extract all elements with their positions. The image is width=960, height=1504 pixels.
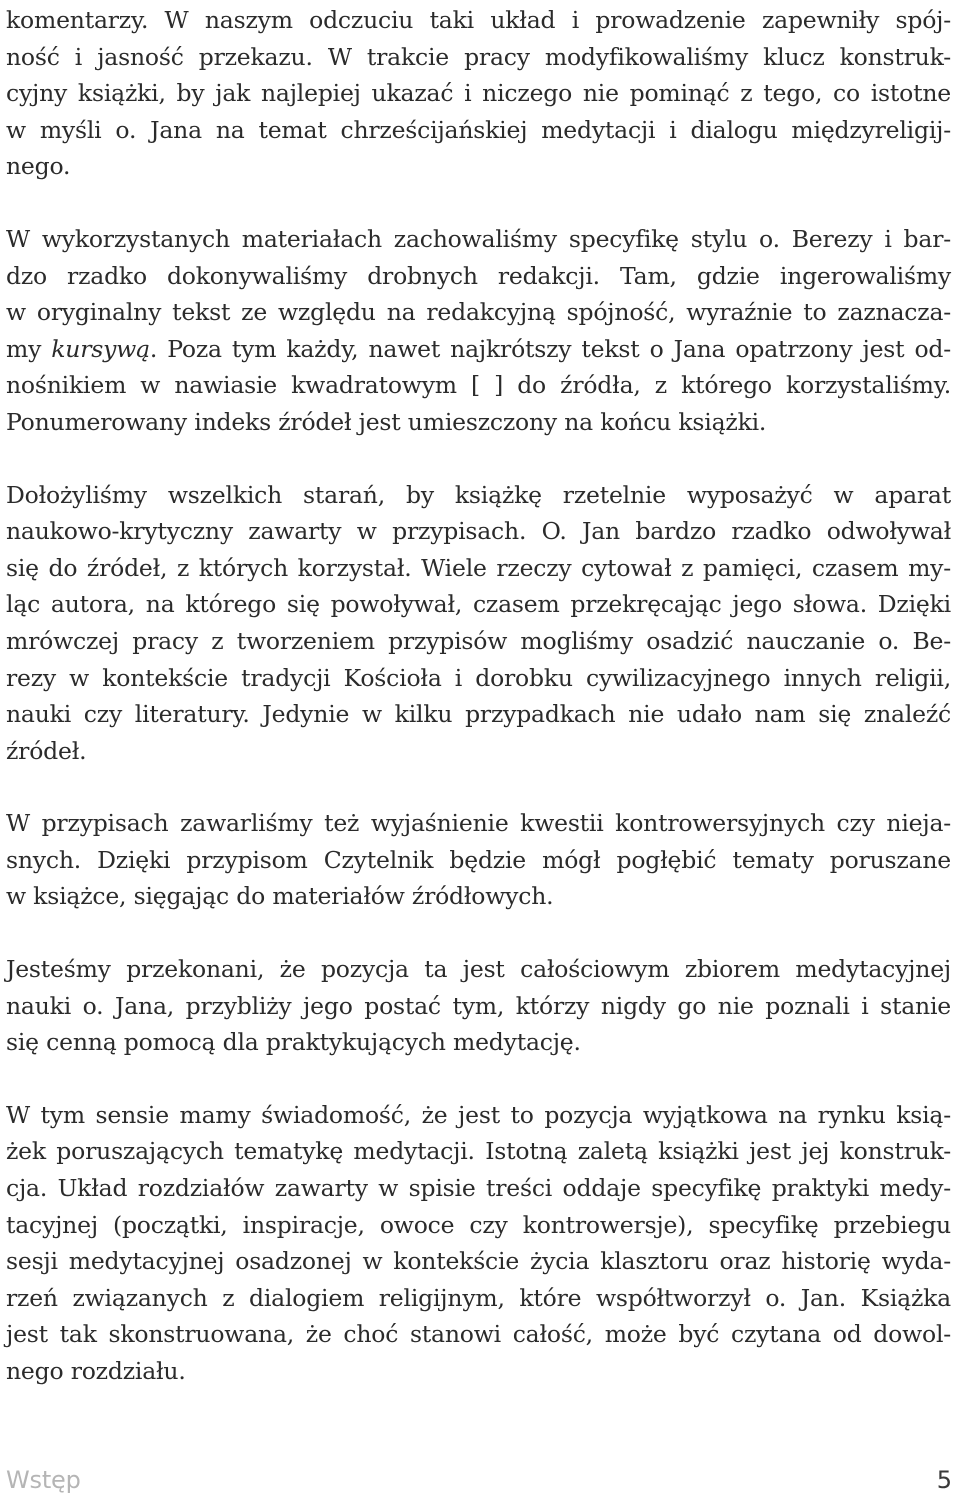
paragraph-1 bbox=[6, 2, 951, 185]
text-line: ląc autora, na którego się powoływał, czasem przekręcając jego słowa. Dzięki bbox=[6, 590, 951, 619]
body-text bbox=[6, 2, 951, 1390]
text-line: jest tak skonstruowana, że choć stanowi całość, może być czytana od dowol- bbox=[6, 1320, 951, 1349]
text-line: cja. Układ rozdziałów zawarty w spisie treści oddaje specyfikę praktyki medy- bbox=[6, 1174, 951, 1203]
paragraph-6 bbox=[6, 1097, 951, 1390]
text-line: nego rozdziału. bbox=[6, 1357, 186, 1385]
text-line: Dołożyliśmy wszelkich starań, by książkę rzetelnie wyposażyć w aparat bbox=[6, 480, 951, 509]
text-fragment: . Poza tym każdy, nawet najkrótszy tekst o Jana opatrzony jest od- bbox=[149, 334, 951, 363]
text-line: się cenną pomocą dla praktykujących medytację. bbox=[6, 1028, 581, 1057]
text-line: W przypisach zawarliśmy też wyjaśnienie kwestii kontrowersyjnych czy nieja- bbox=[6, 809, 951, 838]
text-line: W tym sensie mamy świadomość, że jest to pozycja wyjątkowa na rynku ksią- bbox=[6, 1100, 951, 1129]
text-line bbox=[6, 367, 951, 404]
text-line: mrówczej pracy z tworzeniem przypisów mogliśmy osadzić nauczanie o. Be- bbox=[6, 626, 951, 655]
text-fragment: śnikiem w nawiasie kwadratowym [ ] do źródła, z którego korzystaliśmy. bbox=[34, 371, 951, 400]
text-line: źródeł. bbox=[6, 736, 87, 765]
text-line: Ponumerowany indeks źródeł jest umieszczony na końcu książki. bbox=[6, 407, 767, 436]
text-line: snych. Dzięki przypisom Czytelnik będzie mógł pogłębić tematy poruszane bbox=[6, 845, 951, 874]
text-fragment: my bbox=[6, 334, 52, 363]
text-line: W wykorzystanych materiałach zachowaliśmy specyfikę stylu o. Berezy i bar- bbox=[6, 224, 951, 253]
paragraph-4 bbox=[6, 805, 951, 915]
text-line: ność i jasność przekazu. W trakcie pracy modyfikowaliśmy klucz konstruk- bbox=[6, 42, 951, 71]
text-line: tacyjnej (początki, inspiracje, owoce czy kontrowersje), specyfikę przebiegu bbox=[6, 1210, 951, 1239]
text-line: w oryginalny tekst ze względu na redakcyjną spójność, wyraźnie to zaznacza- bbox=[6, 298, 951, 327]
paragraph-2 bbox=[6, 221, 951, 441]
text-line: rzeń związanych z dialogiem religijnym, które współtworzył o. Jan. Książka bbox=[6, 1283, 951, 1312]
text-line: cyjny książki, by jak najlepiej ukazać i niczego nie pominąć z tego, co istotne bbox=[6, 79, 951, 108]
text-line: dzo rzadko dokonywaliśmy drobnych redakcji. Tam, gdzie ingerowaliśmy bbox=[6, 261, 951, 290]
page-number: 5 bbox=[936, 1466, 952, 1494]
text-line: rezy w kontekście tradycji Kościoła i dorobku cywilizacyjnego innych religii, bbox=[6, 663, 951, 692]
text-line: nauki o. Jana, przybliży jego postać tym, którzy nigdy go nie poznali i stanie bbox=[6, 991, 951, 1020]
paragraph-5 bbox=[6, 951, 951, 1061]
text-line: w myśli o. Jana na temat chrześcijańskiej medytacji i dialogu międzyreligij- bbox=[6, 115, 951, 144]
text-line bbox=[6, 331, 951, 368]
text-line: nauki czy literatury. Jedynie w kilku przypadkach nie udało nam się znaleźć bbox=[6, 700, 951, 729]
paragraph-3 bbox=[6, 477, 951, 770]
footer-section-title: Wstęp bbox=[6, 1466, 81, 1494]
text-line: się do źródeł, z których korzystał. Wiele rzeczy cytował z pamięci, czasem my- bbox=[6, 553, 951, 582]
text-line: sesji medytacyjnej osadzonej w kontekście życia klasztoru oraz historię wyda- bbox=[6, 1247, 951, 1276]
text-line: Jesteśmy przekonani, że pozycja ta jest całościowym zbiorem medytacyjnej bbox=[6, 955, 951, 984]
italic-emphasis: kursywą bbox=[51, 334, 150, 363]
text-line: komentarzy. W naszym odczuciu taki układ i prowadzenie zapewniły spój- bbox=[6, 6, 951, 34]
text-line: żek poruszających tematykę medytacji. Istotną zaletą książki jest jej konstruk- bbox=[6, 1137, 951, 1166]
text-line: w książce, sięgając do materiałów źródłowych. bbox=[6, 882, 554, 911]
text-line: naukowo-krytyczny zawarty w przypisach. O. Jan bardzo rzadko odwoływał bbox=[6, 517, 951, 546]
text-fragment: no bbox=[6, 371, 35, 400]
text-line: nego. bbox=[6, 152, 71, 181]
